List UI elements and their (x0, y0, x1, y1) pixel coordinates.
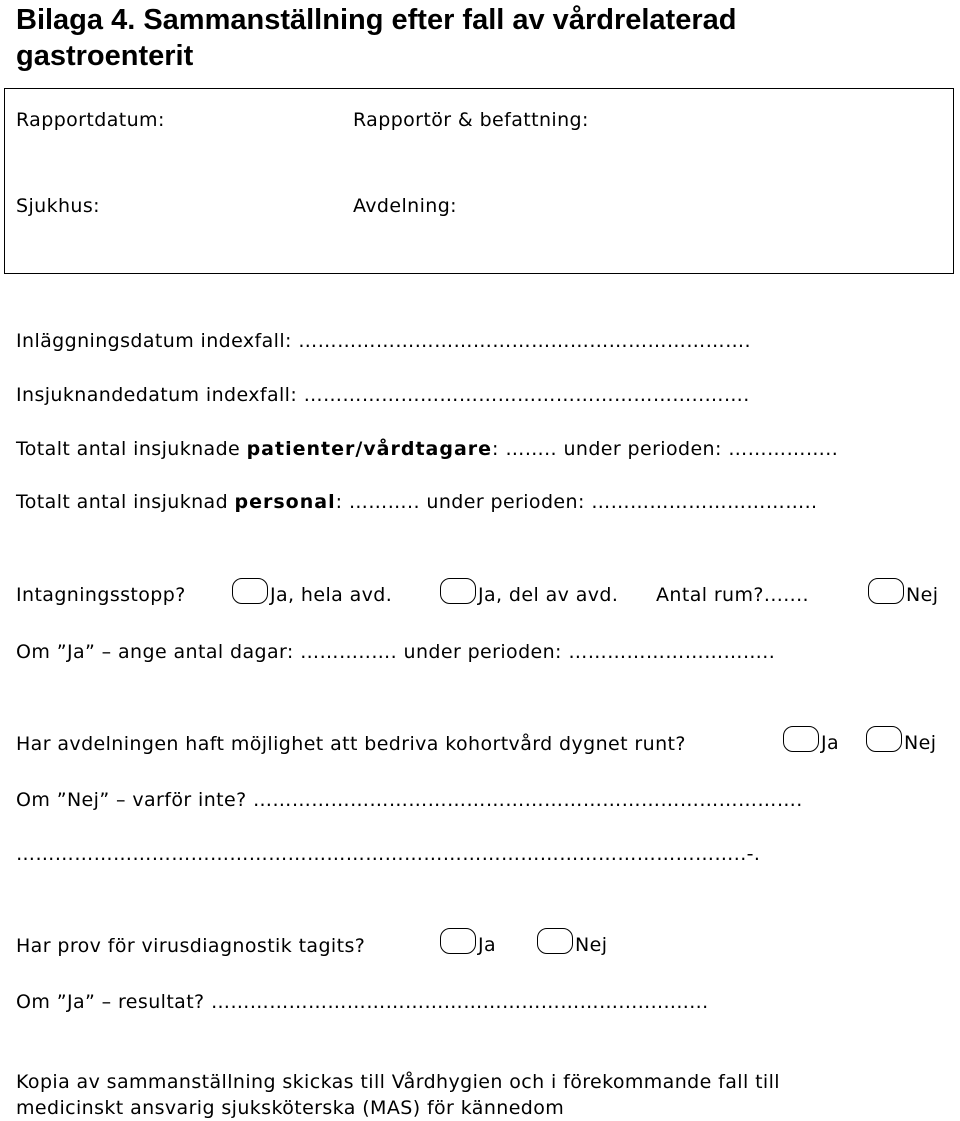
checkbox-part-ward[interactable] (440, 578, 476, 604)
rooms-field[interactable]: ....... (763, 584, 809, 606)
virus-result-label: Om ”Ja” – resultat? (16, 991, 205, 1013)
checkbox-no-stop[interactable] (868, 578, 904, 604)
virus-question: Har prov för virusdiagnostik tagits? (16, 935, 366, 957)
staff-count-row (16, 490, 817, 514)
stop-period-field[interactable]: ………………………….. (568, 641, 776, 663)
staff-period-label: under perioden: (426, 491, 585, 513)
checkbox-virus-no[interactable] (537, 928, 573, 954)
checkbox-whole-ward[interactable] (232, 578, 268, 604)
patients-period-label: under perioden: (563, 438, 722, 460)
ward-label: Avdelning: (353, 195, 457, 217)
staff-period-field[interactable]: …………………………….. (591, 491, 818, 513)
cohort-option-no[interactable] (866, 726, 936, 755)
virus-result-field[interactable]: ……………………………………………………….............. (211, 991, 709, 1013)
cohort-question: Har avdelningen haft möjlighet att bedriva kohortvård dygnet runt? (16, 733, 686, 755)
stop-period-label: under perioden: (403, 641, 562, 663)
checkbox-cohort-yes[interactable] (783, 726, 819, 752)
stop-days-label: Om ”Ja” – ange antal dagar: (16, 641, 294, 663)
staff-count-field[interactable]: ……….. (348, 491, 420, 513)
virus-result-row (16, 990, 709, 1014)
admission-date-label: Inläggningsdatum indexfall: (16, 330, 292, 352)
onset-date-row (16, 383, 750, 407)
rooms-label: Antal rum? (656, 584, 764, 606)
cohort-option-no-label: Nej (904, 732, 937, 754)
virus-option-yes-label: Ja (478, 934, 497, 956)
footer-line-2: medicinskt ansvarig sjuksköterska (MAS) för kännedom (16, 1097, 565, 1119)
staff-label-prefix: Totalt antal insjuknad (16, 491, 235, 513)
virus-option-yes[interactable] (440, 928, 496, 957)
patients-label-suffix: : (492, 438, 499, 460)
cohort-why-field-line2[interactable]: …………………………………………………………………………………………………..-. (16, 843, 761, 865)
cohort-option-yes[interactable] (783, 726, 839, 755)
patients-count-row (16, 437, 838, 461)
option-whole-ward[interactable] (232, 578, 392, 607)
patients-label-prefix: Totalt antal insjuknade (16, 438, 247, 460)
option-part-ward[interactable] (440, 578, 618, 607)
admission-date-row (16, 329, 751, 353)
onset-date-field[interactable]: ……………………………………………………..……. (303, 384, 750, 406)
footer-line-1: Kopia av sammanställning skickas till Vårdhygien och i förekommande fall till (16, 1071, 780, 1093)
patients-count-field[interactable]: …….. (505, 438, 557, 460)
cohort-why-field[interactable]: …………………………………………………………………………. (253, 789, 803, 811)
checkbox-virus-yes[interactable] (440, 928, 476, 954)
report-date-label: Rapportdatum: (16, 109, 165, 131)
cohort-why-row (16, 788, 803, 812)
stop-days-field[interactable]: ………..…. (300, 641, 398, 663)
cohort-why-label: Om ”Nej” – varför inte? (16, 789, 247, 811)
checkbox-cohort-no[interactable] (866, 726, 902, 752)
admission-date-field[interactable]: ……………………………………………………………. (298, 330, 751, 352)
staff-label-suffix: : (335, 491, 343, 513)
reporter-label: Rapportör & befattning: (353, 109, 589, 131)
patients-period-field[interactable]: …………….. (728, 438, 839, 460)
onset-date-label: Insjuknandedatum indexfall: (16, 384, 298, 406)
option-part-ward-label: Ja, del av avd. (478, 584, 619, 606)
virus-option-no[interactable] (537, 928, 607, 957)
patients-label-bold: patienter/vårdtagare (246, 438, 493, 460)
virus-option-no-label: Nej (575, 934, 608, 956)
admission-stop-question: Intagningsstopp? (16, 584, 186, 606)
page-title: Bilaga 4. Sammanställning efter fall av vårdrelaterad gastroenterit (16, 4, 737, 72)
stop-days-row (16, 640, 775, 664)
option-whole-ward-label: Ja, hela avd. (270, 584, 393, 606)
option-no-stop[interactable] (868, 578, 938, 607)
staff-label-bold: personal (234, 491, 336, 513)
rooms-count-row (656, 583, 809, 607)
option-no-stop-label: Nej (906, 584, 939, 606)
cohort-option-yes-label: Ja (821, 732, 840, 754)
hospital-label: Sjukhus: (16, 195, 100, 217)
